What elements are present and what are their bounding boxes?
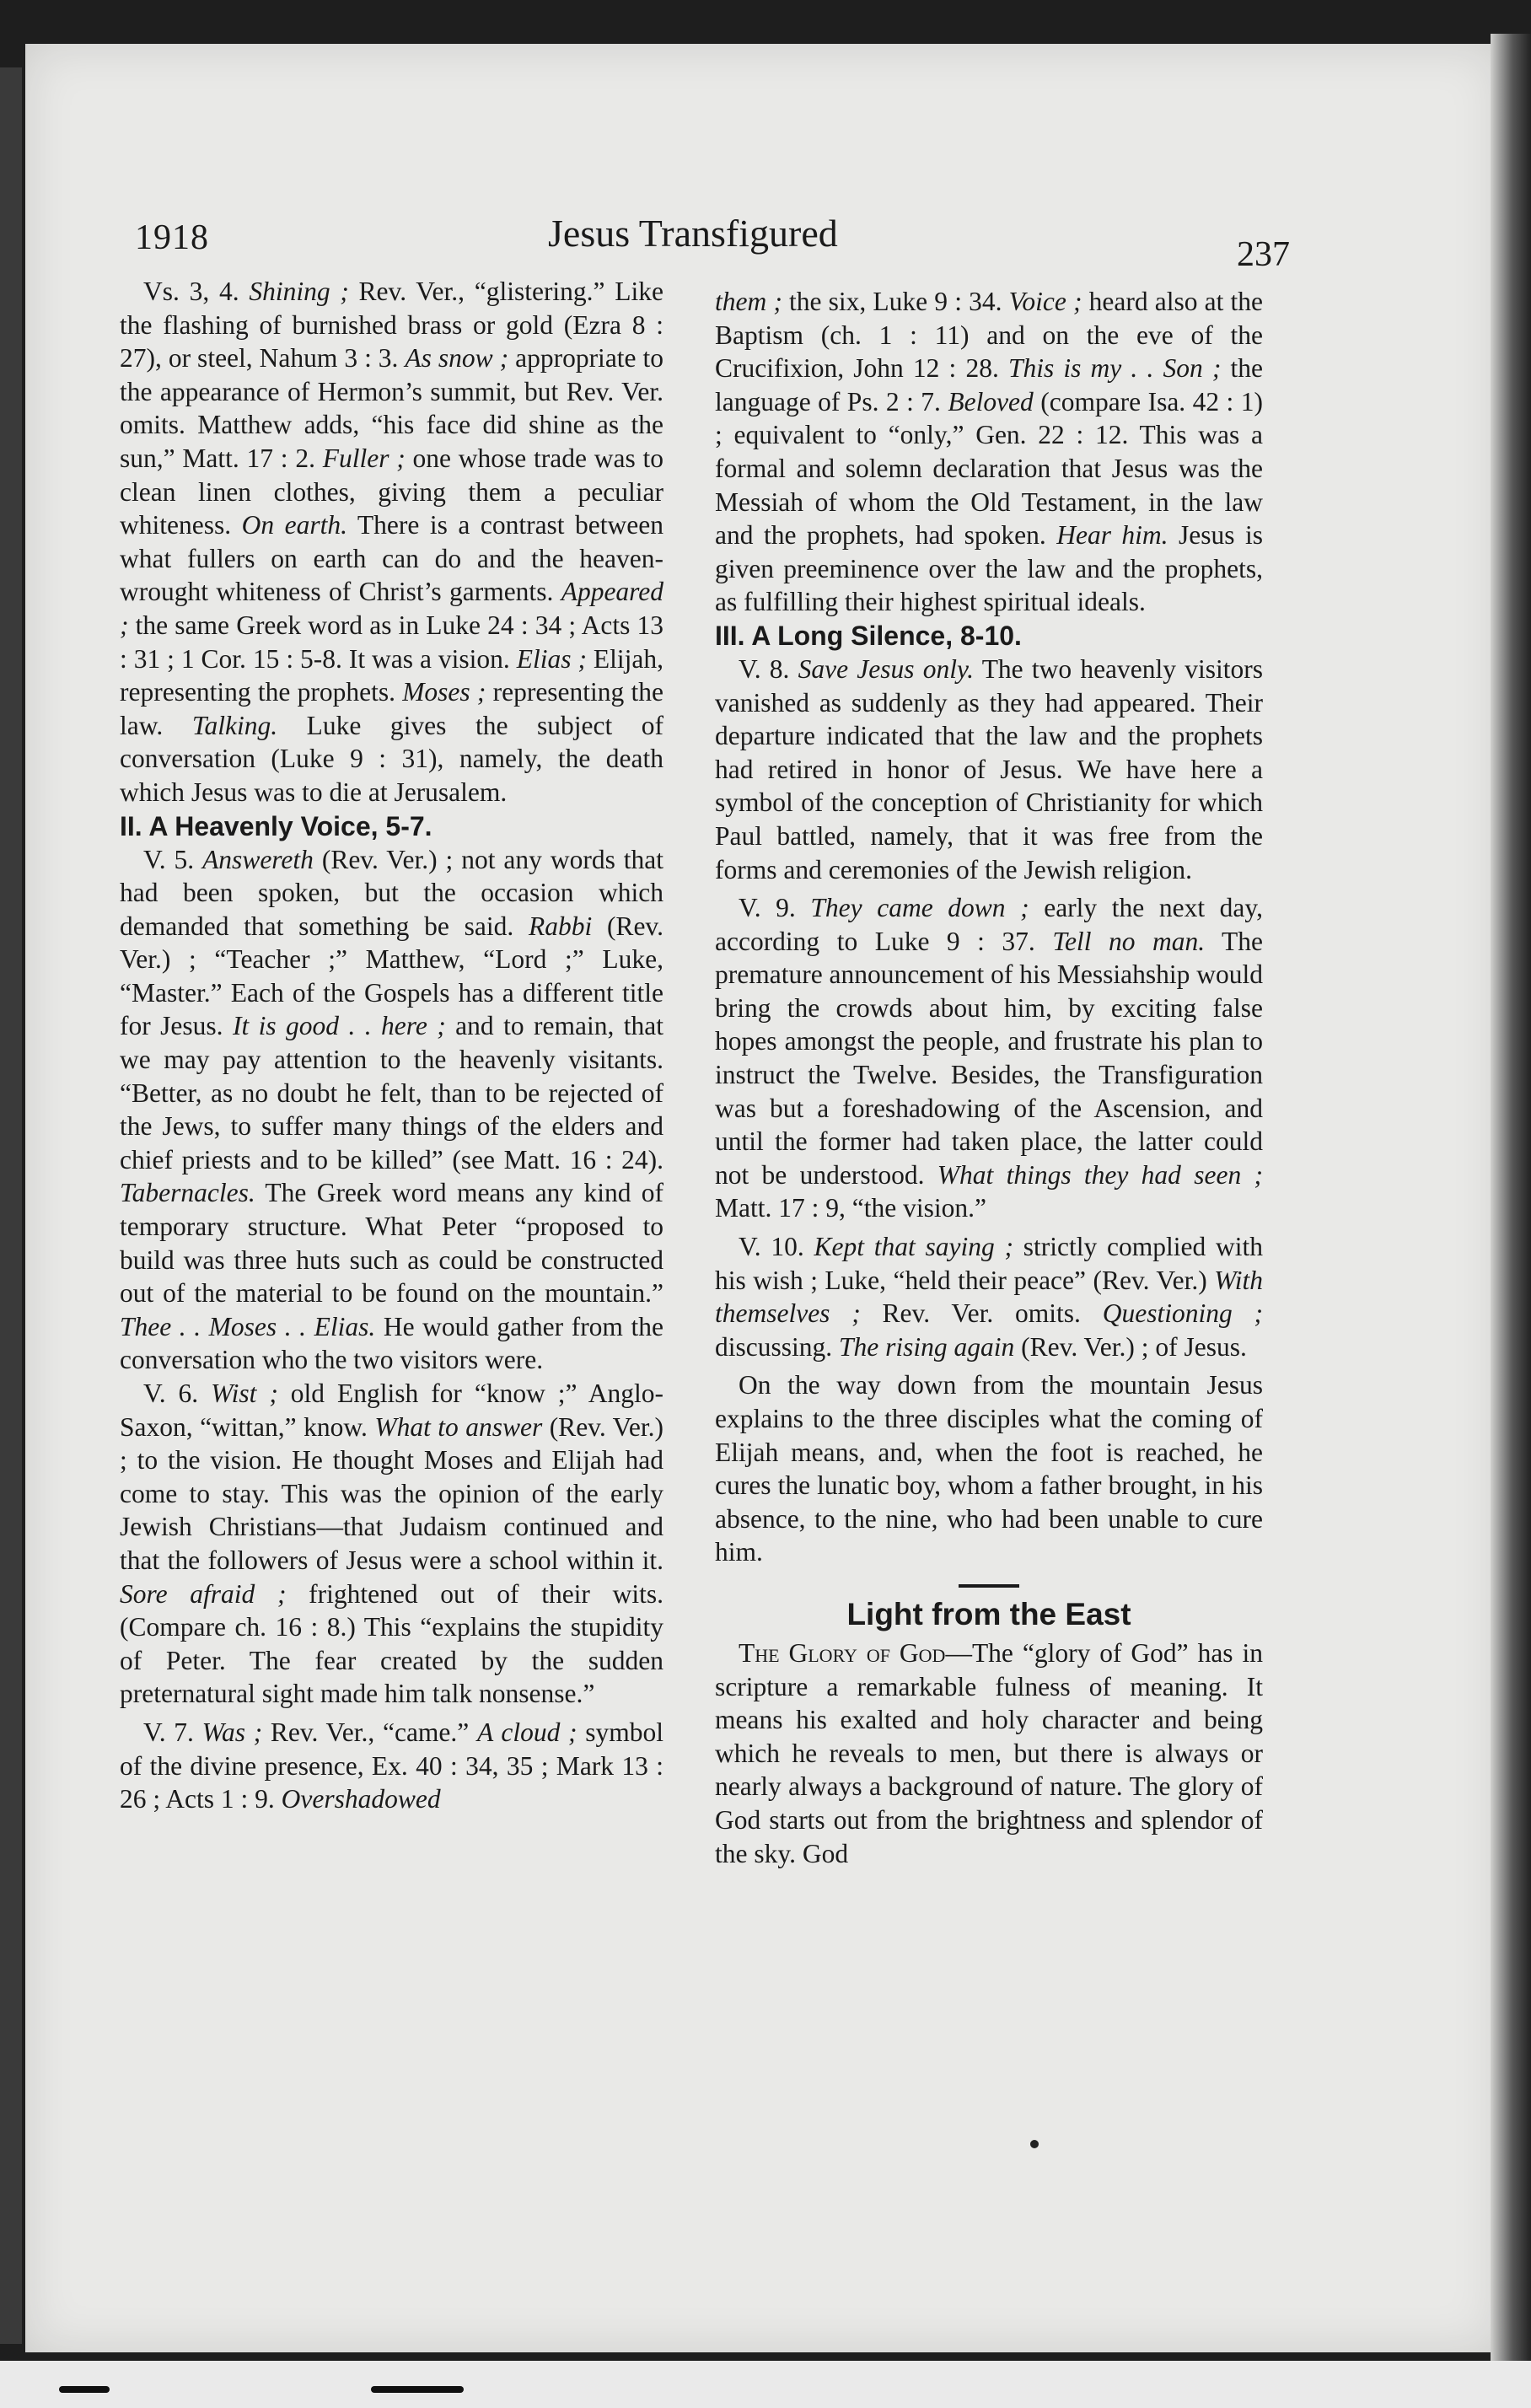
- text-run: heard also at the Baptism (ch. 1 : 11) and on the eve of the Crucifixion, John 12 : 28.: [715, 287, 1263, 384]
- text-run: symbol of the divine presence, Ex. 40 : 34, 35 ; Mark 13 : 26 ; Acts 1 : 9.: [120, 1717, 663, 1814]
- text-run: On earth.: [241, 510, 347, 540]
- text-run: V. 10.: [739, 1232, 814, 1262]
- text-run: They came down ;: [810, 893, 1029, 923]
- text-run: Questioning ;: [1102, 1298, 1264, 1329]
- ink-mark: [371, 2386, 464, 2393]
- text-run: the language of Ps. 2 : 7.: [715, 353, 1263, 417]
- text-run: It is good . . here ;: [232, 1011, 446, 1041]
- text-run: V. 8.: [739, 653, 798, 684]
- text-run: the same Greek word as in Luke 24 : 34 ; Acts 13 : 31 ; 1 Cor. 15 : 5-8. It was a vision.: [120, 610, 663, 674]
- text-run: Answereth: [202, 844, 314, 874]
- right-column: [715, 285, 1263, 1870]
- text-run: them ;: [715, 287, 782, 316]
- text-run: Voice ;: [1008, 287, 1082, 316]
- divider-rule: [959, 1584, 1019, 1588]
- text-run: Rev. Ver., “glistering.” Like the flashing of burnished brass or gold (Ezra 8 : 27), or steel, Nahum 3 : 3.: [120, 277, 663, 374]
- text-run: (Rev. Ver.) ; not any words that had been spoken, but the occasion which demanded that something be said.: [120, 844, 663, 941]
- text-run: Luke gives the subject of conversation (Luke 9 : 31), namely, the death which Jesus was to die at Jerusalem.: [120, 710, 663, 807]
- text-run: A cloud ;: [476, 1717, 577, 1747]
- text-run: Wist ;: [211, 1379, 278, 1408]
- text-run: Shining ;: [249, 277, 349, 306]
- text-run: With themselves ;: [715, 1265, 1263, 1329]
- text-run: Jesus is given preeminence over the law and the prophets, as fulfilling their highest spiritual ideals.: [715, 520, 1263, 617]
- section-heading-long-silence: III. A Long Silence, 8-10.: [715, 620, 1022, 651]
- text-run: On the way down from the mountain Jesus explains to the three disciples what the coming of Elijah means, and, when the foot is reached, he cures the lunatic boy, whom a father brought, in his absence, to the nine, who had been unable to cure him.: [715, 1370, 1263, 1567]
- text-run: V. 5.: [143, 844, 203, 874]
- text-run: one whose trade was to clean linen clothes, giving them a peculiar whiteness.: [120, 443, 663, 540]
- text-run: Beloved: [948, 386, 1034, 417]
- text-run: Sore afraid ;: [120, 1578, 287, 1609]
- ink-dot: [1030, 2140, 1039, 2148]
- text-run: Rev. Ver. omits.: [860, 1298, 1103, 1329]
- text-run: and to remain, that we may pay attention to the heavenly visitants. “Better, as no doubt he felt, than to be rejected of the Jews, to suffer many things of the elders and chief priests and to be killed” (see Matt. 16 : 24).: [120, 1011, 663, 1174]
- text-run: As snow ;: [405, 343, 509, 374]
- paragraph-on-the-way: [715, 1368, 1263, 1569]
- text-run: V. 9.: [739, 893, 811, 923]
- text-run: Elias ;: [516, 643, 587, 674]
- text-run: (Rev. Ver.) ; to the vision. He thought Moses and Elijah had come to stay. This was the opinion of the early Jewish Christians—that Judaism continued and that the followers of Jesus were a school within it.: [120, 1411, 663, 1575]
- running-header: [135, 211, 1290, 274]
- text-run: There is a contrast between what fullers on earth can do and the heaven-wrought whiteness of Christ’s garments.: [120, 510, 663, 607]
- paragraph-v-8: [715, 653, 1263, 886]
- text-run: Appeared ;: [120, 577, 663, 640]
- text-run: early the next day, according to Luke 9 : 37.: [715, 893, 1263, 956]
- section-title-light-from-east: Light from the East: [846, 1596, 1131, 1631]
- text-run: V. 6.: [143, 1379, 212, 1408]
- text-run: Kept that saying ;: [814, 1232, 1013, 1262]
- text-run: strictly complied with his wish ; Luke, “held their peace” (Rev. Ver.): [715, 1232, 1263, 1295]
- text-run: The Greek word means any kind of temporary structure. What Peter “proposed to build was three huts such as could be constructed out of the material to be found on the mountain.”: [120, 1178, 663, 1309]
- paragraph-v-6: [120, 1377, 663, 1711]
- right-page-edge: [1491, 34, 1531, 2361]
- paragraph-continued: [715, 285, 1263, 619]
- text-run: The premature announcement of his Messiahship would bring the crowds about him, by exciting false hopes amongst the people, and frustrate his plan to instruct the Twelve. Besides, the Transfiguration was but a foreshadowing of the Ascension, and until the former had taken place, the latter could not be understood.: [715, 926, 1263, 1190]
- paragraph-glory-of-god: [715, 1637, 1263, 1870]
- text-run: the six, Luke 9 : 34.: [782, 287, 1009, 316]
- text-run: Rabbi: [528, 911, 593, 941]
- text-run: Rev. Ver., “came.”: [262, 1717, 477, 1747]
- text-run: Tell no man.: [1052, 926, 1206, 956]
- text-run: This is my . . Son ;: [1007, 353, 1222, 384]
- text-run: Tabernacles.: [120, 1178, 255, 1208]
- text-run: appropriate to the appearance of Hermon’s summit, but Rev. Ver. omits. Matthew adds, “his face did shine as the sun,” Matt. 17 : 2.: [120, 343, 664, 473]
- text-run: Was ;: [201, 1717, 263, 1747]
- paragraph-v-7: [120, 1716, 663, 1816]
- text-run: discussing.: [715, 1331, 840, 1362]
- text-run: What things they had seen ;: [937, 1159, 1263, 1190]
- text-run: —The “glory of God” has in scripture a remarkable fulness of meaning. It means his exalted and holy character and being which he reveals to men, but there is always or nearly always a background of nature. The glory of God starts out from the brightness and splendor of the sky. God: [715, 1637, 1264, 1868]
- text-run: Hear him.: [1056, 520, 1168, 551]
- ink-mark: [59, 2386, 110, 2393]
- paragraph-v-5: [120, 843, 663, 1378]
- text-run: Matt. 17 : 9, “the vision.”: [715, 1193, 986, 1223]
- text-run: old English for “know ;” Anglo-Saxon, “wittan,” know.: [120, 1379, 663, 1442]
- left-binding-edge: [0, 67, 22, 2344]
- text-run: frightened out of their wits. (Compare ch. 16 : 8.) This “explains the stupidity of Peter. The fear created by the sudden preternatural sight made him talk nonsense.”: [120, 1578, 663, 1709]
- paragraph-v-10: [715, 1230, 1263, 1363]
- text-run: V. 7.: [143, 1717, 202, 1747]
- text-run: (Rev. Ver.) ; of Jesus.: [1014, 1331, 1247, 1362]
- text-run: Overshadowed: [281, 1784, 441, 1814]
- paragraph-v-9: [715, 891, 1263, 1225]
- page-number: 237: [1237, 235, 1290, 274]
- paragraph-vs-3-4: [120, 275, 663, 809]
- bottom-margin-strip: [0, 2361, 1531, 2408]
- text-run: What to answer: [374, 1411, 543, 1442]
- text-run: Moses ;: [402, 677, 486, 707]
- text-run: representing the law.: [120, 677, 663, 740]
- text-run: He would gather from the conversation who the two visitors were.: [120, 1311, 663, 1375]
- header-year: 1918: [135, 218, 209, 257]
- text-run: The Glory of God: [739, 1637, 946, 1668]
- text-run: Talking.: [191, 710, 278, 740]
- text-run: Vs. 3, 4.: [143, 277, 250, 306]
- text-run: The two heavenly visitors vanished as suddenly as they had appeared. Their departure indicated that the law and the prophets had retired in honor of Jesus. We have here a symbol of the conception of Christianity for which Paul battled, namely, that it was free from the forms and ceremonies of the Jewish religion.: [715, 653, 1263, 884]
- text-run: (compare Isa. 42 : 1) ; equivalent to “only,” Gen. 22 : 12. This was a formal and solemn declaration that Jesus was the Messiah of whom the Old Testament, in the law and the prophets, had spoken.: [715, 386, 1263, 551]
- section-heading-heavenly-voice: II. A Heavenly Voice, 5-7.: [120, 810, 432, 841]
- left-column: [120, 275, 663, 1816]
- text-run: The rising again: [839, 1331, 1015, 1362]
- text-run: Elijah, representing the prophets.: [120, 643, 664, 707]
- text-run: (Rev. Ver.) ; “Teacher ;” Matthew, “Lord ;” Luke, “Master.” Each of the Gospels has a different title for Jesus.: [120, 911, 663, 1041]
- text-run: Thee . . Moses . . Elias.: [120, 1311, 376, 1341]
- text-run: Save Jesus only.: [798, 653, 975, 684]
- text-run: Fuller ;: [322, 443, 406, 473]
- header-title: Jesus Transfigured: [548, 212, 838, 255]
